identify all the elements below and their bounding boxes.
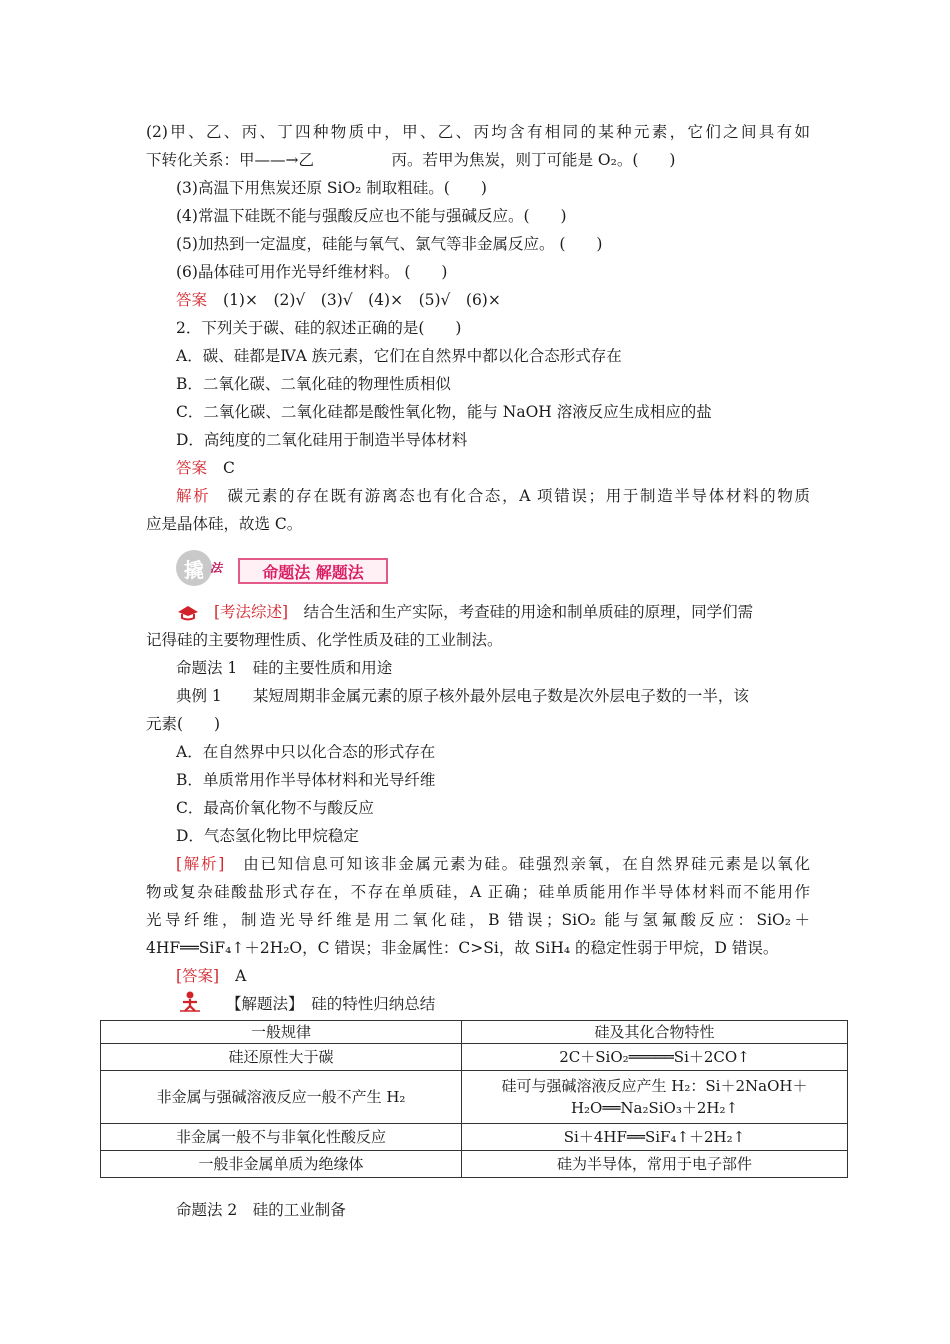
banner-tag: 法 <box>210 561 223 575</box>
example-option-b: B．单质常用作半导体材料和光导纤维 <box>176 771 436 789</box>
banner-circle-icon: 撬 <box>176 550 212 586</box>
method2-heading: 命题法 2 硅的工业制备 <box>176 1201 346 1219</box>
table-cell: 2C＋SiO₂═════Si＋2CO↑ <box>462 1044 848 1071</box>
q2-answer-line <box>176 458 840 478</box>
analysis-label: [解析] <box>176 855 225 873</box>
example-analysis-line4: 4HF══SiF₄↑＋2H₂O，C 错误；非金属性：C>Si，故 SiH₄ 的稳定性弱于甲烷，D 错误。 <box>146 939 779 957</box>
table-cell: 非金属一般不与非氧化性酸反应 <box>101 1124 462 1151</box>
table-header-cell: 硅及其化合物特性 <box>462 1021 848 1044</box>
table-cell: 一般非金属单质为绝缘体 <box>101 1151 462 1178</box>
q2-stem: 2．下列关于碳、硅的叙述正确的是( ) <box>176 319 462 337</box>
section-banner <box>176 548 392 588</box>
answer-label: 答案 <box>176 459 208 477</box>
q1-item-2-line1: (2)甲、乙、丙、丁四种物质中，甲、乙、丙均含有相同的某种元素，它们之间具有如 <box>146 123 810 141</box>
table-cell: 硅为半导体，常用于电子部件 <box>462 1151 848 1178</box>
table-header-cell: 一般规律 <box>101 1021 462 1044</box>
example-answer-line <box>176 966 840 986</box>
table-cell: Si＋4HF══SiF₄↑＋2H₂↑ <box>462 1124 848 1151</box>
q1-item-6: (6)晶体硅可用作光导纤维材料。 ( ) <box>176 263 448 281</box>
table-row <box>101 1151 848 1178</box>
summary-line1 <box>214 602 810 622</box>
q2-analysis-line2: 应是晶体硅，故选 C。 <box>146 515 303 533</box>
method1-heading: 命题法 1 硅的主要性质和用途 <box>176 659 393 677</box>
table-cell-line: H₂O══Na₂SiO₃＋2H₂↑ <box>570 1099 739 1117</box>
q1-answer: (1)× (2)√ (3)√ (4)× (5)√ (6)× <box>223 291 501 309</box>
example-line1 <box>176 686 840 706</box>
example-label: 典例 1 <box>176 687 222 705</box>
table-cell-multiline <box>462 1071 848 1124</box>
table-row <box>101 1124 848 1151</box>
table-row <box>101 1071 848 1124</box>
summary-label: [考法综述] <box>214 603 289 621</box>
example-option-d: D．气态氢化物比甲烷稳定 <box>176 827 359 845</box>
q2-option-d: D．高纯度的二氧化硅用于制造半导体材料 <box>176 431 468 449</box>
banner-title: 命题法 解题法 <box>238 558 388 584</box>
summary-table <box>100 1020 848 1178</box>
table-row <box>101 1044 848 1071</box>
example-option-a: A．在自然界中只以化合态的形式存在 <box>176 743 436 761</box>
answer-label: [答案] <box>176 967 220 985</box>
analysis-label: 解析 <box>176 487 211 505</box>
figure-icon <box>178 990 202 1012</box>
q1-item-2-line2: 下转化关系：甲——→乙 丙。若甲为焦炭，则丁可能是 O₂。( ) <box>146 151 676 169</box>
q2-analysis-line1 <box>176 486 810 506</box>
example-analysis-line3: 光导纤维，制造光导纤维是用二氧化硅，B 错误；SiO₂ 能与氢氟酸反应：SiO₂＋ <box>146 911 810 929</box>
example-option-c: C．最高价氧化物不与酸反应 <box>176 799 374 817</box>
example-line2: 元素( ) <box>146 715 221 733</box>
table-header-row <box>101 1021 848 1044</box>
example-analysis-line1 <box>176 854 810 874</box>
q2-option-a: A．碳、硅都是ⅣA 族元素，它们在自然界中都以化合态形式存在 <box>176 347 622 365</box>
q2-option-c: C．二氧化碳、二氧化硅都是酸性氧化物，能与 NaOH 溶液反应生成相应的盐 <box>176 403 712 421</box>
table-cell: 非金属与强碱溶液反应一般不产生 H₂ <box>101 1071 462 1124</box>
q2-option-b: B．二氧化碳、二氧化硅的物理性质相似 <box>176 375 451 393</box>
example-analysis-line2: 物或复杂硅酸盐形式存在，不存在单质硅，A 正确；硅单质能用作半导体材料而不能用作 <box>146 883 810 901</box>
example-text: 某短周期非金属元素的原子核外最外层电子数是次外层电子数的一半，该 <box>252 687 749 705</box>
example-answer: A <box>235 967 247 985</box>
table-cell-line: 硅可与强碱溶液反应产生 H₂：Si＋2NaOH＋ <box>501 1077 808 1095</box>
q2-answer: C <box>223 459 235 477</box>
cap-icon <box>176 600 200 622</box>
q2-analysis-text: 碳元素的存在既有游离态也有化合态，A 项错误；用于制造半导体材料的物质 <box>227 487 810 505</box>
example-analysis-text: 由已知信息可知该非金属元素为硅。硅强烈亲氧，在自然界硅元素是以氧化 <box>243 855 810 873</box>
answer-label: 答案 <box>176 291 208 309</box>
summary-text: 结合生活和生产实际，考查硅的用途和制单质硅的原理，同学们需 <box>303 603 754 621</box>
q1-item-4: (4)常温下硅既不能与强酸反应也不能与强碱反应。( ) <box>176 207 567 225</box>
table-cell: 硅还原性大于碳 <box>101 1044 462 1071</box>
q1-item-5: (5)加热到一定温度，硅能与氧气、氯气等非金属反应。 ( ) <box>176 235 603 253</box>
summary-line2: 记得硅的主要物理性质、化学性质及硅的工业制法。 <box>146 631 503 649</box>
method-title: 【解题法】 硅的特性归纳总结 <box>226 995 436 1013</box>
q1-answer-line <box>176 290 840 310</box>
q1-item-3: (3)高温下用焦炭还原 SiO₂ 制取粗硅。( ) <box>176 179 487 197</box>
